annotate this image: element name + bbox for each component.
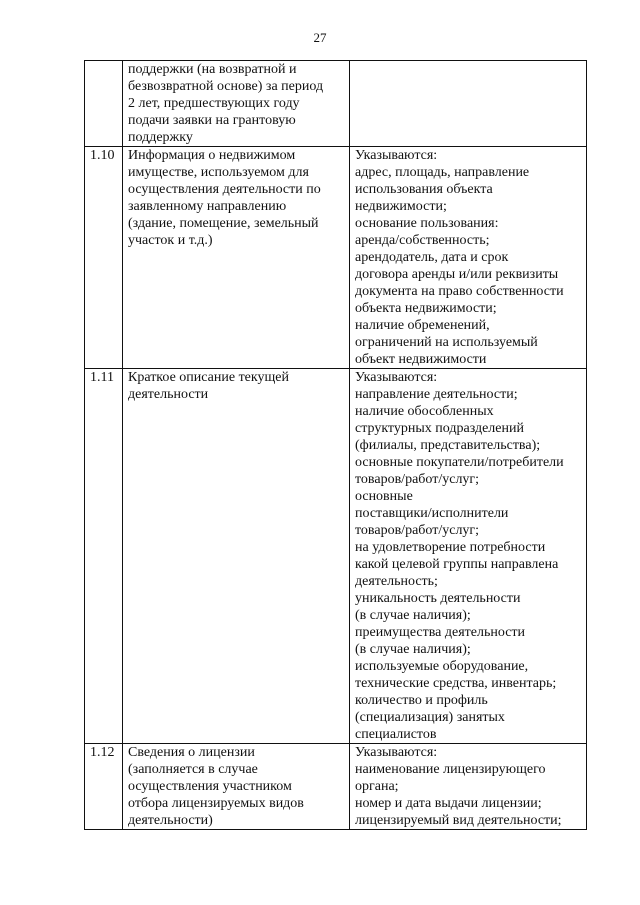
details-line: документа на право собственности: [355, 284, 564, 299]
table-row: [85, 61, 587, 147]
details-line: деятельность;: [355, 574, 438, 589]
details-line: (специализация) занятых: [355, 710, 505, 725]
details-line: (в случае наличия);: [355, 608, 471, 623]
description-line: деятельности): [128, 813, 213, 828]
description-line: имуществе, используемом для: [128, 165, 309, 180]
page-number: 27: [313, 30, 327, 45]
description-line: (здание, помещение, земельный: [128, 216, 319, 231]
details-line: органа;: [355, 779, 399, 794]
details-line: объекта недвижимости;: [355, 301, 497, 316]
details-line: основные: [355, 489, 413, 504]
description-line: 2 лет, предшествующих году: [128, 96, 300, 111]
row-number: [85, 61, 123, 147]
details-line: использования объекта: [355, 182, 493, 197]
description-line: Краткое описание текущей: [128, 370, 289, 385]
description-line: поддержку: [128, 130, 193, 145]
details-line: арендодатель, дата и срок: [355, 250, 509, 265]
description-line: безвозвратной основе) за период: [128, 79, 324, 94]
description-line: подачи заявки на грантовую: [128, 113, 296, 128]
details-line: объект недвижимости: [355, 352, 487, 367]
description-line: Информация о недвижимом: [128, 148, 296, 163]
details-line: номер и дата выдачи лицензии;: [355, 796, 542, 811]
details-line: какой целевой группы направлена: [355, 557, 559, 572]
details-line: адрес, площадь, направление: [355, 165, 530, 180]
description-line: отбора лицензируемых видов: [128, 796, 304, 811]
row-details: [350, 61, 587, 147]
details-line: (в случае наличия);: [355, 642, 471, 657]
details-line: лицензируемый вид деятельности;: [355, 813, 562, 828]
table-body: [85, 61, 587, 830]
table-row: [85, 147, 587, 369]
row-number: 1.11: [85, 369, 123, 744]
row-details: [350, 147, 587, 369]
description-line: заявленному направлению: [128, 199, 287, 214]
details-line: уникальность деятельности: [355, 591, 521, 606]
description-line: деятельности: [128, 387, 209, 402]
details-line: (филиалы, представительства);: [355, 438, 541, 453]
row-description: [123, 61, 350, 147]
row-details: [350, 744, 587, 830]
description-line: осуществления деятельности по: [128, 182, 321, 197]
details-line: договора аренды и/или реквизиты: [355, 267, 559, 282]
row-description: [123, 147, 350, 369]
details-line: поставщики/исполнители: [355, 506, 509, 521]
details-line: технические средства, инвентарь;: [355, 676, 557, 691]
table-row: [85, 369, 587, 744]
description-line: участок и т.д.): [128, 233, 213, 248]
details-line: используемые оборудование,: [355, 659, 529, 674]
details-line: наличие обособленных: [355, 404, 494, 419]
details-line: Указываются:: [355, 370, 438, 385]
row-number: 1.10: [85, 147, 123, 369]
row-description: [123, 369, 350, 744]
details-line: основание пользования:: [355, 216, 499, 231]
details-line: преимущества деятельности: [355, 625, 526, 640]
row-number: 1.12: [85, 744, 123, 830]
details-line: на удовлетворение потребности: [355, 540, 546, 555]
details-line: структурных подразделений: [355, 421, 524, 436]
description-line: поддержки (на возвратной и: [128, 62, 297, 77]
details-line: количество и профиль: [355, 693, 488, 708]
details-line: недвижимости;: [355, 199, 447, 214]
details-line: наименование лицензирующего: [355, 762, 546, 777]
row-description: [123, 744, 350, 830]
details-line: ограничений на используемый: [355, 335, 538, 350]
description-line: (заполняется в случае: [128, 762, 258, 777]
details-line: товаров/работ/услуг;: [355, 523, 480, 538]
details-line: Указываются:: [355, 148, 438, 163]
details-line: товаров/работ/услуг;: [355, 472, 480, 487]
details-line: основные покупатели/потребители: [355, 455, 564, 470]
details-line: аренда/собственность;: [355, 233, 490, 248]
row-details: [350, 369, 587, 744]
details-line: Указываются:: [355, 745, 438, 760]
details-line: направление деятельности;: [355, 387, 518, 402]
details-line: наличие обременений,: [355, 318, 490, 333]
requirements-table: [84, 60, 587, 830]
description-line: Сведения о лицензии: [128, 745, 255, 760]
description-line: осуществления участником: [128, 779, 292, 794]
table-row: [85, 744, 587, 830]
details-line: специалистов: [355, 727, 437, 742]
